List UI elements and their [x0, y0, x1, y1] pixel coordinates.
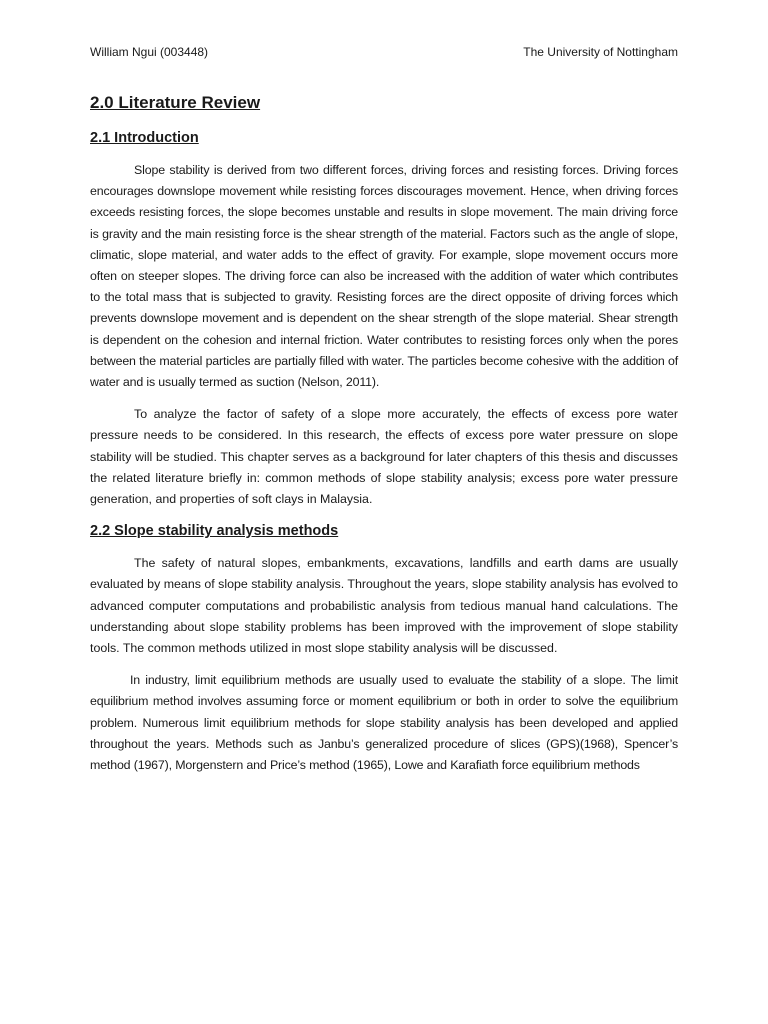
paragraph-methods-2: In industry, limit equilibrium methods are usually used to evaluate the stability of a slope. The limit equilibrium method involves assuming force or moment equilibrium or both in order to solve the equilibrium problem. Numerous limit equilibrium methods for slope stability analysis has been developed and applied throughout the years. Methods such as Janbu’s generalized procedure of slices (GPS)(1968), Spencer’s method (1967), Morgenstern and Price’s method (1965), Lowe and Karafiath force equilibrium methods [90, 673, 678, 773]
paragraph-introduction-1: Slope stability is derived from two different forces, driving forces and resisting forces. Driving forces encourages downslope movement while resisting forces discourages movement. Hence, when driving forces exceeds resisting forces, the slope becomes unstable and results in slope movement. The main driving force is gravity and the main resisting force is the shear strength of the material. Factors such as the angle of slope, climatic, slope material, and water adds to the effect of gravity. For example, slope movement occurs more often on steeper slopes. The driving force can also be increased with the addition of water which contributes to the total mass that is subjected to gravity. Resisting forces are the direct opposite of driving forces which prevents downslope movement and is dependent on the shear strength of the slope material. Shear strength is dependent on the cohesion and internal friction. Water contributes to resisting forces only when the pores between the material particles are partially filled with water. The particles become cohesive with the addition of water and is usually termed as suction (Nelson, 2011). [90, 163, 678, 390]
paragraph-introduction-2: To analyze the factor of safety of a slope more accurately, the effects of excess pore water pressure needs to be considered. In this research, the effects of excess pore water pressure on slope stability will be studied. This chapter serves as a background for later chapters of this thesis and discusses the related literature briefly in: common methods of slope stability analysis; excess pore water pressure generation, and properties of soft clays in Malaysia. [90, 407, 678, 507]
page-content [90, 92, 678, 787]
header-author: William Ngui (003448) [90, 45, 209, 59]
running-header [90, 44, 678, 60]
section-title-slope-stability-methods: 2.2 Slope stability analysis methods [90, 523, 339, 540]
section-title-introduction: 2.1 Introduction [90, 130, 199, 146]
paragraph-methods-1: The safety of natural slopes, embankments, excavations, landfills and earth dams are usually evaluated by means of slope stability analysis. Throughout the years, slope stability analysis has evolved to advanced computer computations and probabilistic analysis from tedious manual hand calculations. The understanding about slope stability problems has been improved with the improvement of slope stability tools. The common methods utilized in most slope stability analysis will be discussed. [90, 556, 678, 656]
chapter-title: 2.0 Literature Review [90, 93, 261, 112]
header-institution: The University of Nottingham [523, 45, 678, 59]
